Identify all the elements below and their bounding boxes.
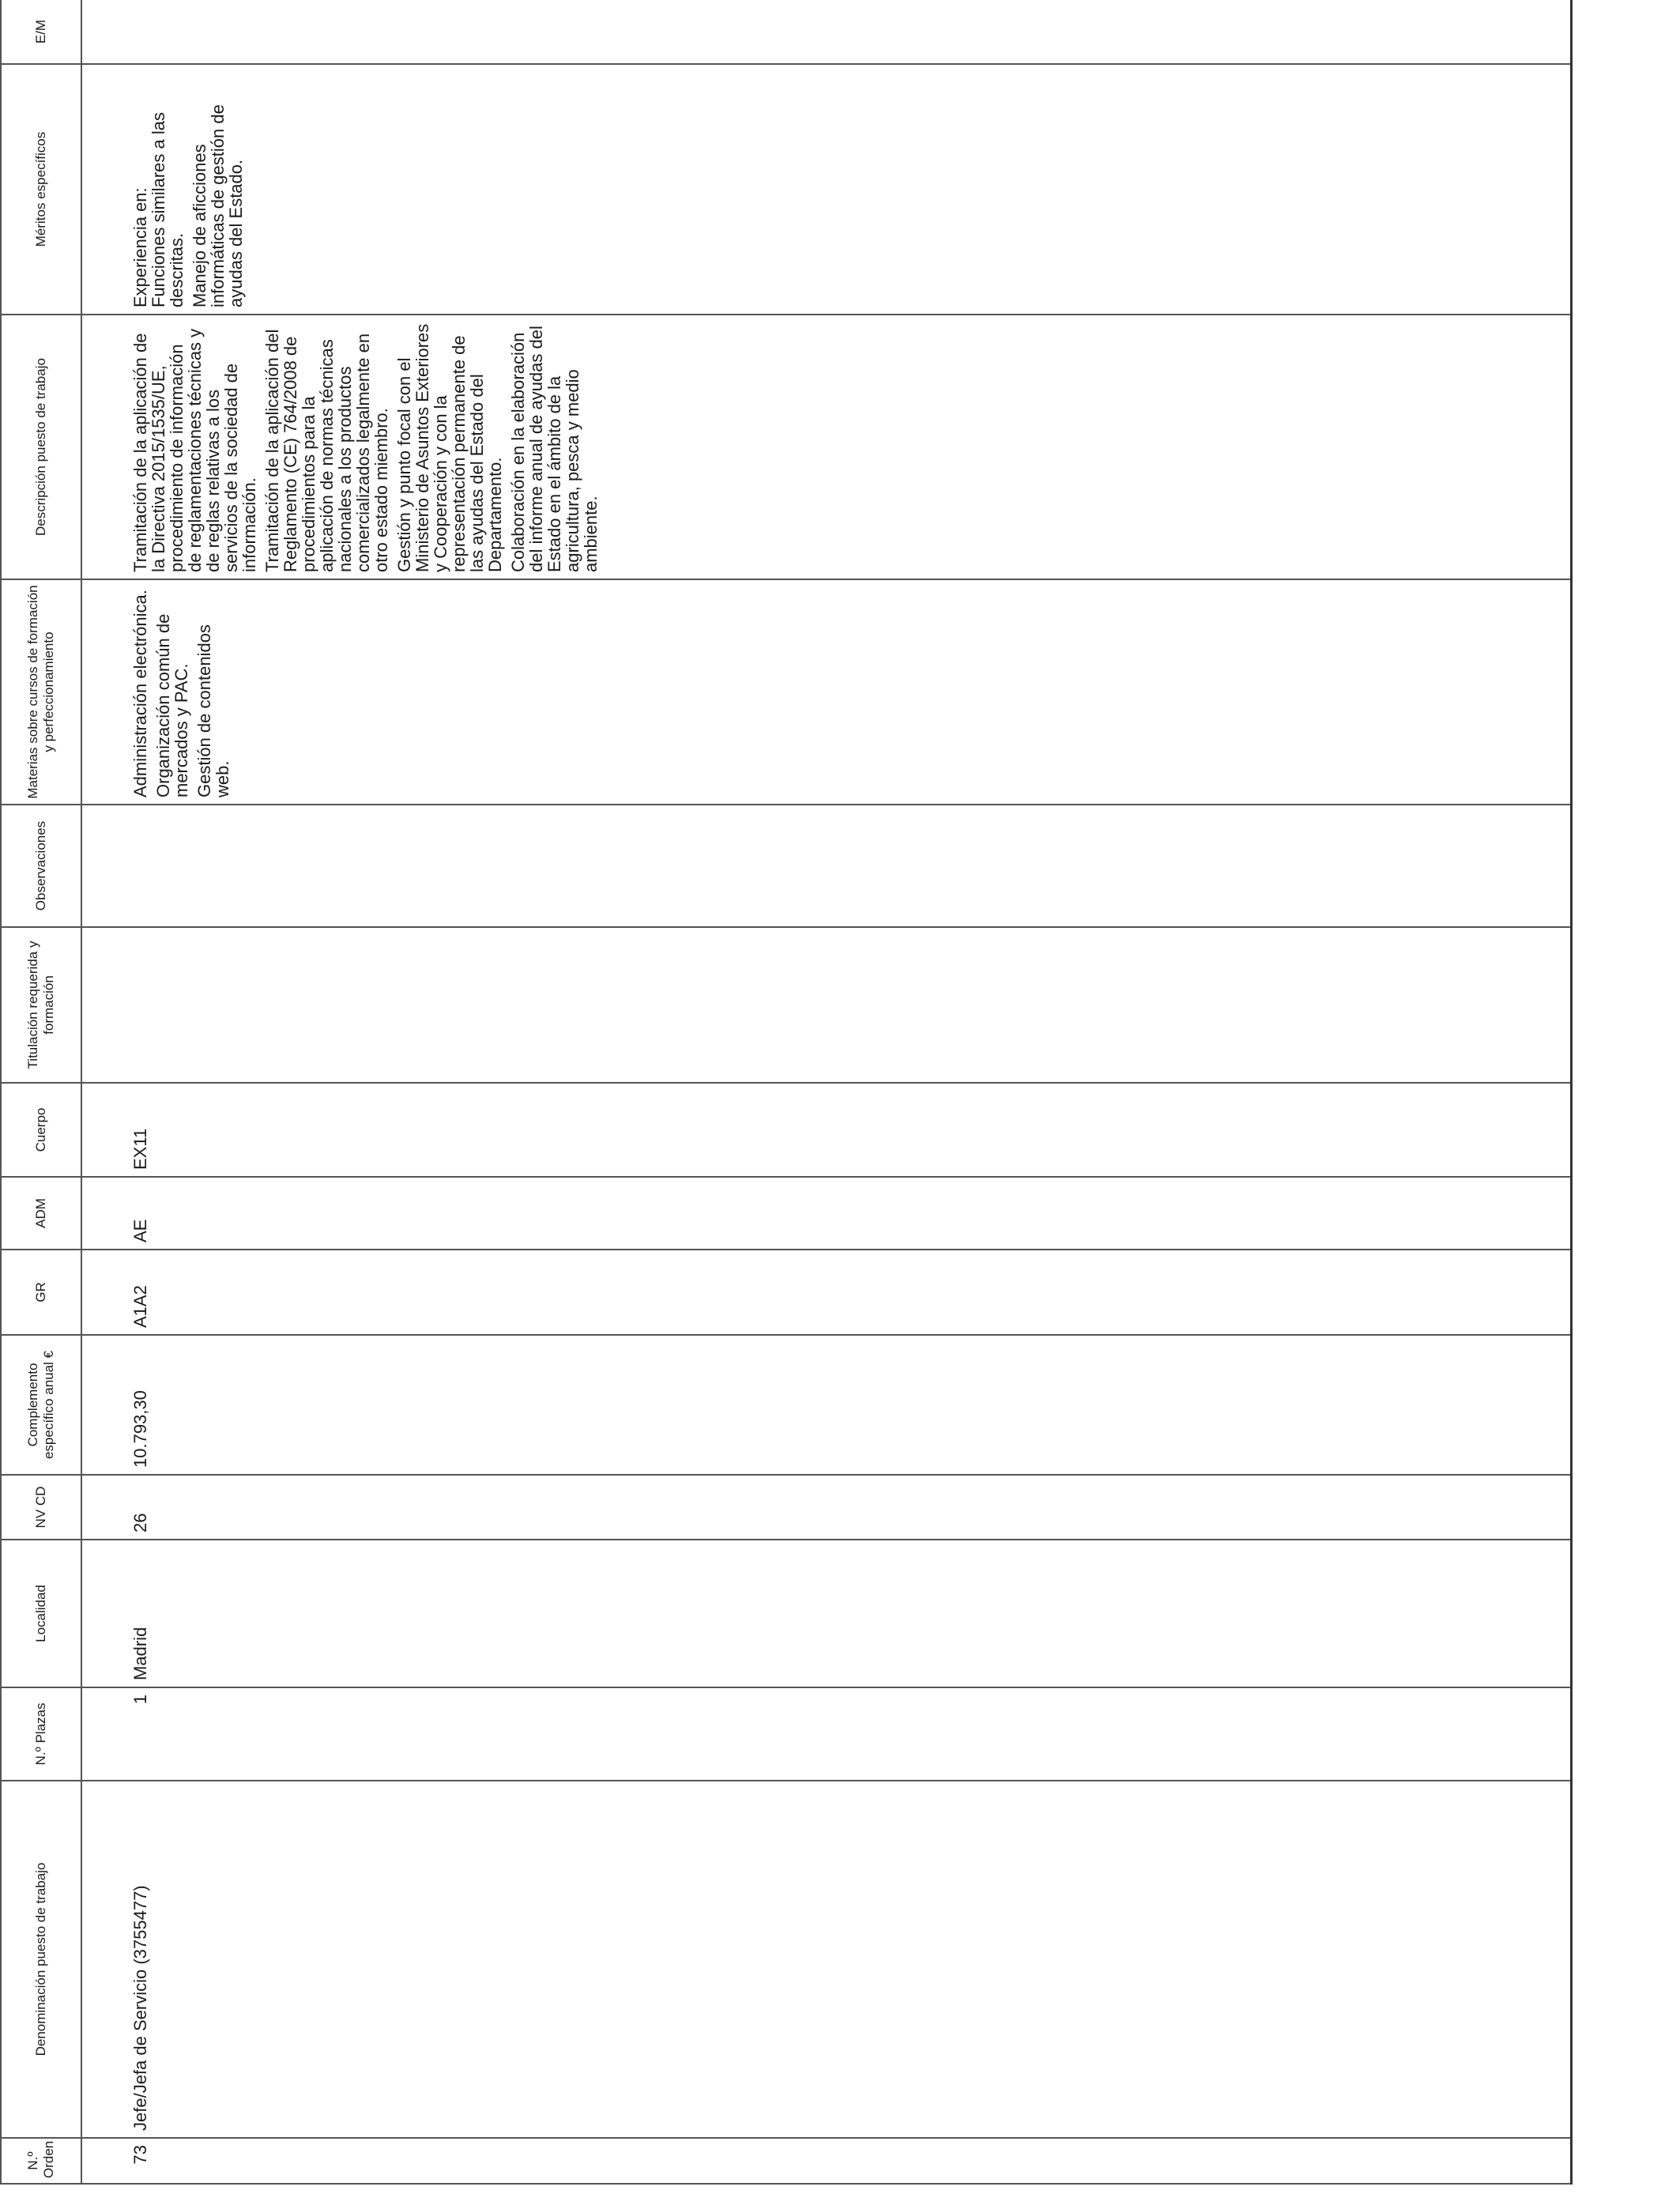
header-em: E/M [1, 0, 81, 64]
header-grupo: GR [1, 1250, 81, 1335]
merito-item: Funciones similares a las descritas. [149, 112, 186, 307]
header-complemento: Complemento específico anual € [1, 1335, 81, 1475]
header-cuerpo: Cuerpo [1, 1083, 81, 1177]
cell-materias [81, 579, 1572, 805]
header-adm: ADM [1, 1177, 81, 1250]
header-materias: Materias sobre cursos de formación y perfeccionamiento [1, 579, 81, 805]
cell-adm: AE [81, 1177, 1572, 1250]
descripcion-item: Tramitación de la aplicación de la Directiva 2015/1535/UE, procedimiento de información de reglamentaciones técnicas y de reglas relativas a los servicios de la sociedad de información. [130, 328, 259, 572]
header-denominacion: Denominación puesto de trabajo [1, 1781, 81, 2138]
materia-item: Administración electrónica. [130, 590, 150, 797]
header-localidad: Localidad [1, 1540, 81, 1687]
header-orden: N.º Orden [1, 2138, 81, 2184]
header-row [1, 0, 81, 2184]
cell-complemento: 10.793,30 [81, 1335, 1572, 1475]
header-meritos: Méritos específicos [1, 64, 81, 315]
materia-item: Gestión de contenidos web. [194, 624, 232, 797]
cell-localidad: Madrid [81, 1540, 1572, 1687]
cell-plazas: 1 [81, 1687, 1572, 1781]
cell-cuerpo: EX11 [81, 1083, 1572, 1177]
descripcion-item: Colaboración en la elaboración del informe anual de ayudas del Estado en el ámbito de la agricultura, pesca y medio ambiente. [508, 326, 601, 572]
descripcion-item: Tramitación de la aplicación del Reglamento (CE) 764/2008 de procedimientos para la aplicación de normas técnicas nacionales a los productos comercializados legalmente en otro estado miembro. [262, 329, 391, 572]
cell-denominacion: Jefe/Jefa de Servicio (3755477) [81, 1781, 1572, 2138]
header-titulacion: Titulación requerida y formación [1, 927, 81, 1083]
merito-item: Experiencia en: [130, 187, 150, 307]
cell-nivel: 26 [81, 1475, 1572, 1540]
cell-descripcion [81, 315, 1572, 579]
cell-em [81, 0, 1572, 64]
table-row [81, 0, 1572, 2184]
header-descripcion: Descripción puesto de trabajo [1, 315, 81, 579]
header-nivel: NV CD [1, 1475, 81, 1540]
cell-grupo: A1A2 [81, 1250, 1572, 1335]
cell-titulacion [81, 927, 1572, 1083]
merito-item: Manejo de aficciones informáticas de gestión de ayudas del Estado. [190, 104, 246, 307]
cell-meritos [81, 64, 1572, 315]
header-observaciones: Observaciones [1, 805, 81, 927]
header-plazas: N.º Plazas [1, 1687, 81, 1781]
cell-observaciones [81, 805, 1572, 927]
materia-item: Organización común de mercados y PAC. [153, 613, 191, 797]
cell-orden: 73 [81, 2138, 1572, 2184]
descripcion-item: Gestión y punto focal con el Ministerio de Asuntos Exteriores y Cooperación y con la representación permanente de las ayudas del Estado del Departamento. [394, 323, 505, 572]
